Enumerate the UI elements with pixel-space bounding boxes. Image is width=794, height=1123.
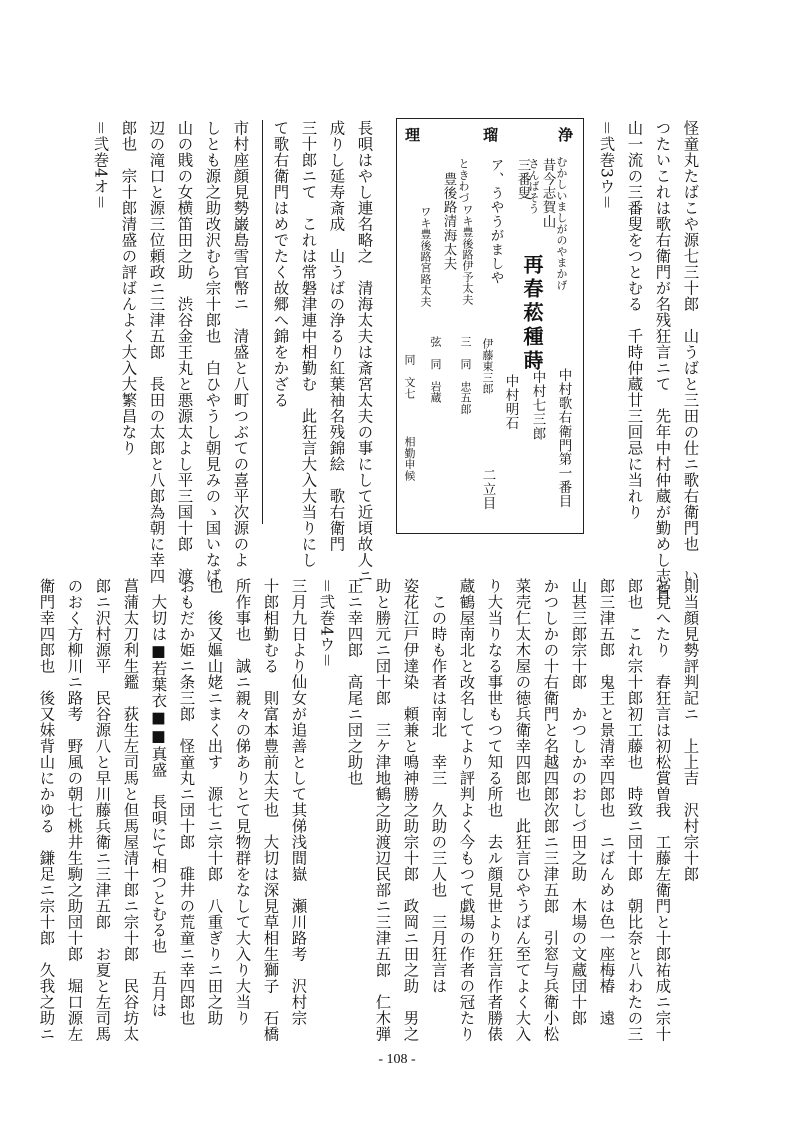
text-line: かつしかの十右衛門と名越四郎次郎ニ三津五郎 引窓与兵衛小松 <box>541 578 560 1042</box>
text-line: 三十郎ニて これは常磐津連中相勤む 此狂言大入大当りにし <box>299 120 318 568</box>
text-line: つたいこれは歌右衛門が名残狂言ニて 先年中村仲蔵が勤めし志賀 <box>653 120 672 600</box>
text-line: のおく方柳川ニ路考 野風の朝七桃井生駒之助団十郎 堀口源左 <box>65 578 84 1042</box>
title-line: 昔今志賀山 <box>539 158 556 229</box>
text-line: 郎ニ沢村源平 民谷源八と早川藤兵衛ニ三津五郎 お夏と左司馬 <box>93 578 112 1042</box>
volume-marker: ＝弐巻4ウ＝ <box>317 578 336 669</box>
actor-utaemon-note: 第一番目 <box>555 452 572 509</box>
text-line: と見へたり 春狂言は初松賞曽我 工藤左衛門と十郎祐成ニ宗十 <box>653 578 672 1042</box>
text-line: 菜売仁太木屋の徳兵衛幸四郎也 此狂言ひやうばん至てよく大入 <box>513 578 532 1042</box>
text-line: 郎也 宗十郎清盛の評ばんよく大入大繁昌なり <box>119 120 138 456</box>
text-line: 市村座顔見勢巌島雪官幣ニ 清盛と八町つぶての喜平次源のよ <box>231 120 250 568</box>
text-line: 蔵鶴屋南北と改名してより評判よく今もつて戯場の作者の冠たり <box>457 578 476 1042</box>
tayu-ruby: ときわづ <box>457 158 470 203</box>
shamisen-2: 弦 同 岩蔵 <box>429 336 442 404</box>
sanbaso: 三番叟 <box>514 158 531 201</box>
text-line: 辺の滝口と源三位頼政ニ三津五郎 長田の太郎と八郎為朝に幸四 <box>147 120 166 584</box>
shamisen-3: 同 文七 <box>403 354 416 399</box>
shamisen-head: 伊藤東三郎 <box>481 338 494 394</box>
text-line: 助と勝元ニ団十郎 三ケ津地鶴之助渡辺民部ニ三津五郎 仁木弾 <box>373 578 392 1042</box>
text-line: り大当りなる事世もつて知る所也 去ル顔見世より狂言作者勝俵 <box>485 578 504 1042</box>
shamisen-sub: 二立目 <box>479 468 496 511</box>
tayu-main: 豊後路清海太夫 <box>440 172 457 271</box>
text-line: 怪童丸たばこや源七三十郎 山うばと三田の仕ニ歌右衛門也 い <box>681 120 700 584</box>
ri-label: 理 <box>403 127 421 143</box>
actor-shichisaburo: 中村七三郎 <box>529 370 546 441</box>
section-divider <box>262 120 263 524</box>
aura-line: ア、うやうがましや <box>487 158 504 285</box>
text-line: 姿花江戸伊達染 頼兼と鳴神勝之助宗十郎 政岡ニ田之助 男之 <box>401 578 420 1042</box>
text-line: 郎三津五郎 鬼王と景清幸四郎也 ニばんめは色一座梅椿 遠 <box>597 578 616 1026</box>
page-number: - 108 - <box>378 1052 416 1067</box>
text-line: 山甚三郎宗十郎 かつしかのおしづ田之助 木場の文蔵団十郎 <box>569 578 588 1026</box>
text-line: 山の賎の女横笛田之助 渋谷金王丸と悪源太よし平三国十郎 渡 <box>175 120 194 584</box>
text-line: この時も作者は南北 幸三 久助の三人也 三月狂言は <box>429 578 448 994</box>
text-line: 衛門幸四郎也 後又妹背山にかゆる 鎌足ニ宗十郎 久我之助ニ <box>37 578 56 1042</box>
text-line: しとも源之助改沢むら宗十郎也 白ひやうし朝見みのゝ国いなば <box>203 120 222 584</box>
waki-tayu: ワキ豊後路伊予太夫 <box>461 204 474 305</box>
text-line: 山一流の三番叟をつとむる 千時仲蔵廿三回忌に当れり <box>625 120 644 520</box>
volume-marker: ＝弐巻4オ＝ <box>91 120 110 211</box>
text-line: 則当顔見勢評判記ニ 上上吉 沢村宗十郎 <box>681 578 700 882</box>
text-line: 十郎相勤むる 則富本豊前太夫也 大切は深見草相生獅子 石橋 <box>261 578 280 1042</box>
text-line: 郎也 これ宗十郎初工藤也 時致ニ団十郎 朝比奈と八わたの三 <box>625 578 644 1042</box>
text-line: 所作事也 誠ニ親々の俤ありとて見物群をなして大入り大当り <box>233 578 252 1026</box>
actor-utaemon: 中村歌右衛門 <box>555 368 572 453</box>
text-line: 成りし延寿斎成 山うばの浄るり紅葉袖名残錦絵 歌右衛門 <box>327 120 346 552</box>
shamisen-4: 相勤申候 <box>403 436 416 481</box>
main-title: 再春菘種蒔 <box>520 254 544 374</box>
tayu-waki2: ワキ豊後路宮路太夫 <box>419 206 432 307</box>
sanbaso-ruby: さんばそう <box>527 158 540 214</box>
text-line: 也 後又嫗山姥ニまく出す 源七ニ宗十郎 八重ぎりニ田之助 <box>205 578 224 1026</box>
actor-akashi: 中村明石 <box>502 374 519 431</box>
joruri-label: 浄 <box>556 127 574 143</box>
volume-marker: ＝弐巻3ウ＝ <box>597 120 616 211</box>
text-line: 三月九日より仙女が追善として其俤浅間嶽 瀬川路考 沢村宗 <box>289 578 308 1026</box>
text-line: 正ニ幸四郎 高尾ニ団之助也 <box>345 578 364 786</box>
text-line: おもだか姫ニ条三郎 怪童丸ニ団十郎 碓井の荒童ニ幸四郎也 <box>177 578 196 1026</box>
text-line: 大切は■若葉衣■■真盛 長唄にて相つとむる也 五月は <box>149 578 168 1018</box>
text-line: 長唄はやし連名略之 清海太夫は斎宮太夫の事にして近頃故人ニ <box>355 120 374 584</box>
shamisen-1: 三 同 忠五郎 <box>459 336 472 415</box>
title-ruby: むかしいましがのやまかげ <box>555 156 568 291</box>
text-line: 菖蒲太刀利生鑑 荻生左司馬と但馬屋清十郎ニ宗十郎 民谷坊太 <box>121 578 140 1042</box>
text-line: て歌右衛門はめでたく故郷へ錦をかざる <box>271 120 290 408</box>
ruri-label: 瑠 <box>481 127 499 143</box>
